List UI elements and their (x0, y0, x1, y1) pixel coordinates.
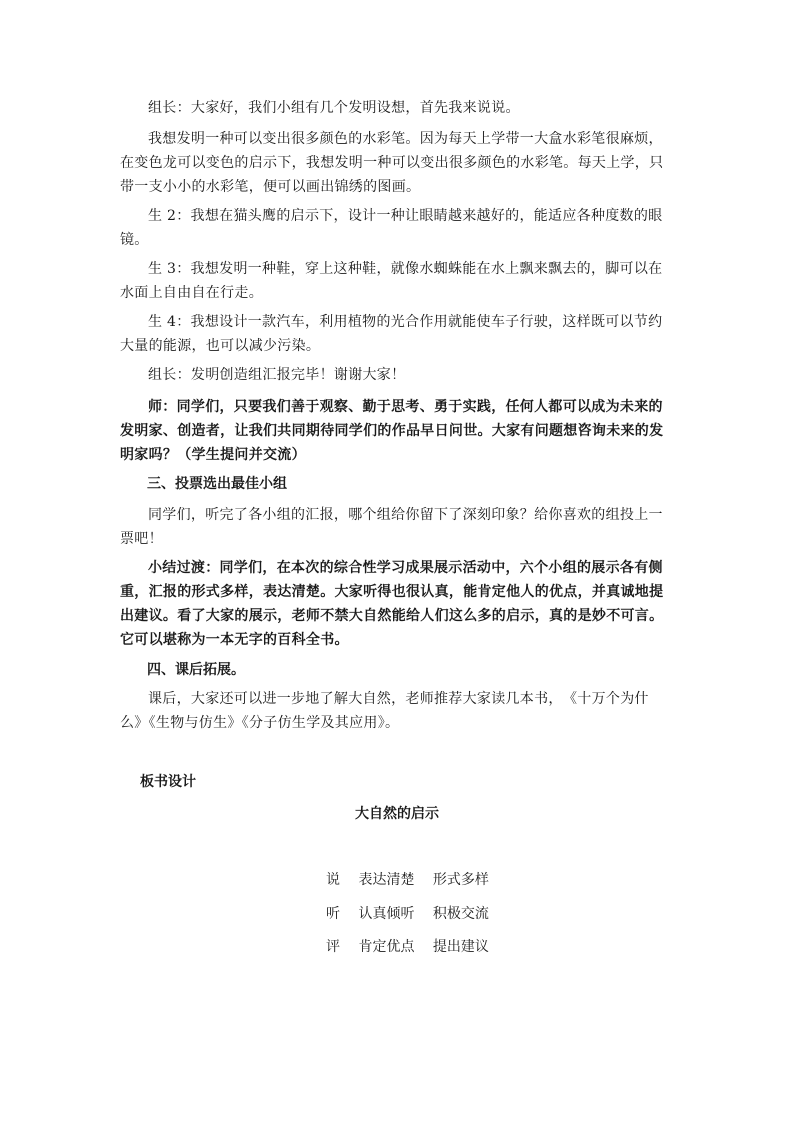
paragraph-vote: 同学们，听完了各小组的汇报，哪个组给你留下了深刻印象？给你喜欢的组投上一票吧！ (120, 507, 663, 547)
paragraph-student1: 我想发明一种可以变出很多颜色的水彩笔。因为每天上学带一大盒水彩笔很麻烦，在变色龙可以变色的启示下，我想发明一种可以变出很多颜色的水彩笔。每天上学，只带一支小小的水彩笔，便可以画出锦绣的图画。 (120, 131, 664, 195)
paragraph-extension: 课后，大家还可以进一步地了解大自然，老师推荐大家读几本书， 《十万个为什么》《生物与仿生》《分子仿生学及其应用》。 (120, 691, 649, 731)
section-heading-vote: 三、投票选出最佳小组 (147, 476, 287, 492)
board-row-speak: 说 表达清楚 形式多样 (326, 872, 489, 888)
section-heading-extension: 四、课后拓展。 (147, 662, 245, 678)
board-design-label: 板书设计 (140, 774, 196, 790)
paragraph-student3: 生 3：我想发明一种鞋，穿上这种鞋，就像水蜘蛛能在水上飘来飘去的，脚可以在水面上自由自在行走。 (120, 261, 663, 301)
board-title: 大自然的启示 (355, 806, 439, 822)
paragraph-student4: 生 4：我想设计一款汽车，利用植物的光合作用就能使车子行驶，这样既可以节约大量的能源，也可以减少污染。 (120, 314, 663, 354)
paragraph-leader-intro: 组长：大家好，我们小组有几个发明设想，首先我来说说。 (148, 100, 520, 116)
paragraph-summary: 小结过渡：同学们，在本次的综合性学习成果展示活动中，六个小组的展示各有侧重，汇报的形式多样，表达清楚。大家听得也很认真，能肯定他人的优点，并真诚地提出建议。看了大家的展示，老师不禁大自然能给人们这么多的启示，真的是妙不可言。它可以堪称为一本无字的百科全书。 (120, 560, 664, 648)
paragraph-student2: 生 2：我想在猫头鹰的启示下，设计一种让眼睛越来越好的，能适应各种度数的眼镜。 (120, 208, 663, 248)
paragraph-teacher: 师：同学们，只要我们善于观察、勤于思考、勇于实践，任何人都可以成为未来的发明家、创造者，让我们共同期待同学们的作品早日问世。大家有问题想咨询未来的发明家吗？（学生提问并交流） (120, 399, 664, 463)
paragraph-leader-end: 组长：发明创造组汇报完毕！谢谢大家！ (148, 367, 406, 383)
board-row-listen: 听 认真倾听 积极交流 (326, 906, 489, 922)
board-row-evaluate: 评 肯定优点 提出建议 (326, 939, 489, 955)
